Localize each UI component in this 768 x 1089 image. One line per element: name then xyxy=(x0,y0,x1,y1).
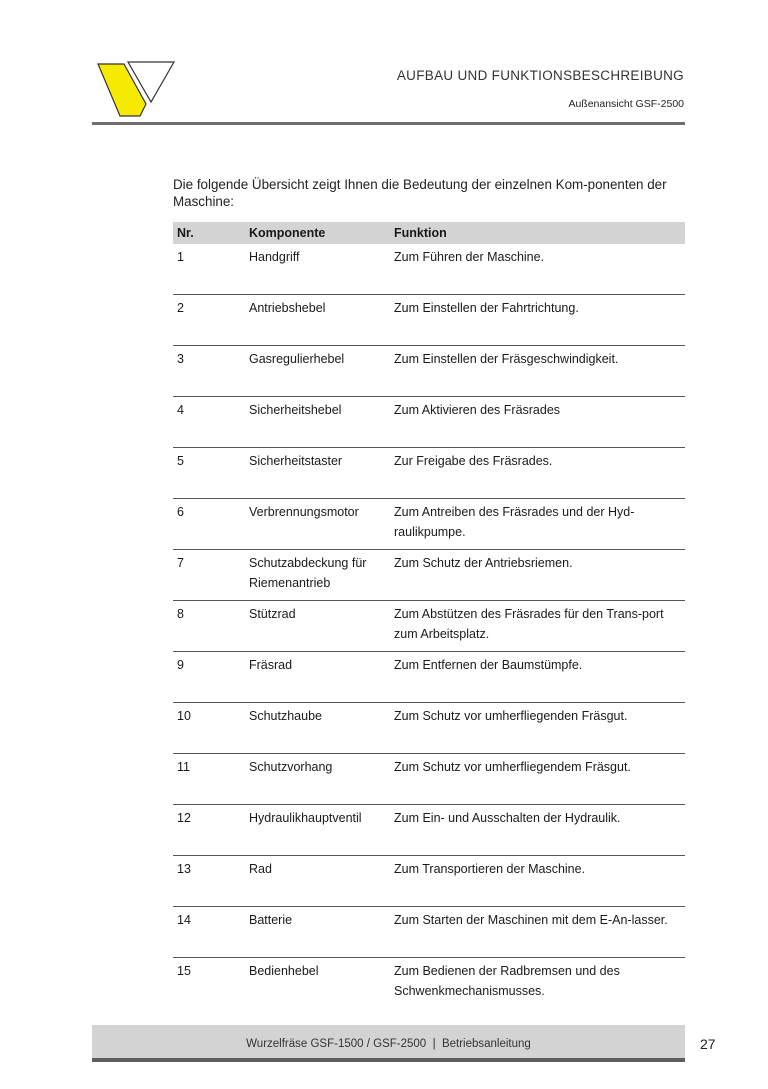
cell-funktion: Zum Bedienen der Radbremsen und des Schwenkmechanismusses. xyxy=(394,964,620,998)
cell-nr: 8 xyxy=(177,607,184,621)
cell-funktion: Zum Schutz vor umherfliegendem Fräsgut. xyxy=(394,760,631,774)
cell-nr: 6 xyxy=(177,505,184,519)
components-table xyxy=(173,222,685,1009)
table-row xyxy=(173,652,685,703)
cell-komponente: Sicherheitstaster xyxy=(249,454,343,468)
company-logo xyxy=(96,58,176,120)
cell-nr: 4 xyxy=(177,403,184,417)
table-row xyxy=(173,397,685,448)
table-row xyxy=(173,805,685,856)
table-row xyxy=(173,856,685,907)
cell-komponente: Schutzhaube xyxy=(249,709,322,723)
cell-komponente: Schutzabdeckung für Riemenantrieb xyxy=(249,556,367,590)
footer-divider xyxy=(92,1058,685,1062)
cell-nr: 14 xyxy=(177,913,191,927)
cell-nr: 2 xyxy=(177,301,184,315)
table-row xyxy=(173,601,685,652)
column-header-funktion: Funktion xyxy=(394,226,447,240)
cell-komponente: Bedienhebel xyxy=(249,964,319,978)
table-row xyxy=(173,958,685,1009)
cell-funktion: Zum Abstützen des Fräsrades für den Trans-port zum Arbeitsplatz. xyxy=(394,607,664,641)
cell-nr: 5 xyxy=(177,454,184,468)
cell-nr: 11 xyxy=(177,760,190,774)
cell-funktion: Zum Ein- und Ausschalten der Hydraulik. xyxy=(394,811,621,825)
cell-funktion: Zum Aktivieren des Fräsrades xyxy=(394,403,561,417)
cell-komponente: Handgriff xyxy=(249,250,300,264)
cell-komponente: Fräsrad xyxy=(249,658,293,672)
cell-nr: 3 xyxy=(177,352,184,366)
table-row xyxy=(173,703,685,754)
table-row xyxy=(173,244,685,295)
cell-funktion: Zum Einstellen der Fahrtrichtung. xyxy=(394,301,579,315)
cell-nr: 13 xyxy=(177,862,191,876)
cell-komponente: Rad xyxy=(249,862,272,876)
table-row xyxy=(173,448,685,499)
cell-funktion: Zum Entfernen der Baumstümpfe. xyxy=(394,658,583,672)
table-row xyxy=(173,550,685,601)
column-header-komponente: Komponente xyxy=(249,226,326,240)
cell-nr: 9 xyxy=(177,658,184,672)
cell-nr: 15 xyxy=(177,964,191,978)
cell-komponente: Schutzvorhang xyxy=(249,760,333,774)
cell-funktion: Zum Einstellen der Fräsgeschwindigkeit. xyxy=(394,352,619,366)
cell-komponente: Stützrad xyxy=(249,607,296,621)
cell-nr: 7 xyxy=(177,556,184,570)
cell-komponente: Batterie xyxy=(249,913,293,927)
column-header-nr: Nr. xyxy=(177,226,194,240)
cell-funktion: Zum Schutz der Antriebsriemen. xyxy=(394,556,573,570)
header-divider xyxy=(92,122,685,125)
cell-komponente: Sicherheitshebel xyxy=(249,403,342,417)
cell-komponente: Hydraulikhauptventil xyxy=(249,811,362,825)
intro-paragraph: Die folgende Übersicht zeigt Ihnen die Bedeutung der einzelnen Kom-ponenten der Maschine: xyxy=(173,177,667,209)
table-row xyxy=(173,346,685,397)
footer-text: Wurzelfräse GSF-1500 / GSF-2500 | Betriebsanleitung xyxy=(246,1038,531,1050)
cell-nr: 12 xyxy=(177,811,191,825)
cell-nr: 10 xyxy=(177,709,191,723)
cell-komponente: Antriebshebel xyxy=(249,301,326,315)
cell-funktion: Zum Führen der Maschine. xyxy=(394,250,545,264)
table-header xyxy=(173,222,685,244)
cell-komponente: Verbrennungsmotor xyxy=(249,505,359,519)
cell-funktion: Zum Starten der Maschinen mit dem E-An-lasser. xyxy=(394,913,668,927)
table-row xyxy=(173,907,685,958)
table-row xyxy=(173,295,685,346)
cell-funktion: Zum Schutz vor umherfliegenden Fräsgut. xyxy=(394,709,628,723)
cell-funktion: Zum Transportieren der Maschine. xyxy=(394,862,586,876)
section-subtitle: Außenansicht GSF-2500 xyxy=(568,98,684,110)
cell-komponente: Gasregulierhebel xyxy=(249,352,345,366)
cell-funktion: Zum Antreiben des Fräsrades und der Hyd-raulikpumpe. xyxy=(394,505,635,539)
table-row xyxy=(173,499,685,550)
cell-nr: 1 xyxy=(177,250,184,264)
table-row xyxy=(173,754,685,805)
cell-funktion: Zur Freigabe des Fräsrades. xyxy=(394,454,553,468)
section-title: AUFBAU UND FUNKTIONSBESCHREIBUNG xyxy=(396,68,684,83)
page-number: 27 xyxy=(700,1036,716,1052)
table-body xyxy=(173,244,685,1009)
